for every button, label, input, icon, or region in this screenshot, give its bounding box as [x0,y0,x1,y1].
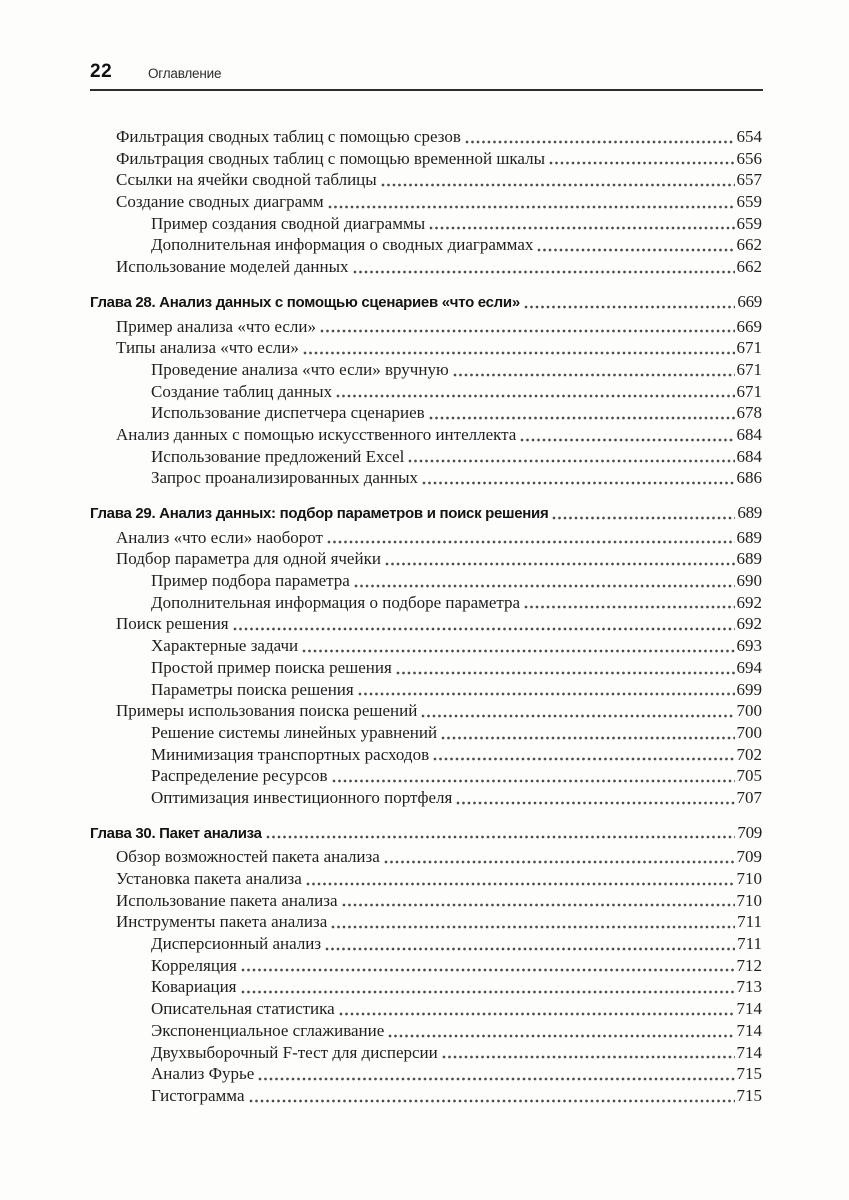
entry-title: Анализ Фурье [151,1064,255,1084]
page-number: 684 [736,424,762,444]
dotted-leader [388,1034,734,1038]
entry-title: Анализ «что если» наоборот [116,527,323,547]
toc-entry-row [90,337,762,359]
toc-entry-row [90,846,762,868]
dotted-leader [332,779,735,783]
page-number: 678 [736,403,762,423]
entry-title: Дополнительная информация о сводных диаграммах [151,235,534,255]
page-number: 662 [736,235,762,255]
toc-chapter-row [90,502,762,524]
toc-entry-row [90,381,762,403]
toc-entry-row [90,976,762,998]
page-number: 712 [736,955,762,975]
dotted-leader [465,140,735,144]
toc-entry-row [90,911,762,933]
entry-title: Примеры использования поиска решений [116,701,418,721]
toc-entry-row [90,787,762,809]
toc-entry-row [90,635,762,657]
toc-entry-row [90,424,762,446]
dotted-leader [325,947,735,951]
entry-title: Пример анализа «что если» [116,316,316,336]
entry-title: Поиск решения [116,614,229,634]
page-number: 710 [736,869,762,888]
page-number: 714 [736,1020,762,1040]
entry-title: Экспоненциальное сглаживание [151,1020,385,1040]
page-number: 710 [736,890,762,910]
toc-entry-row [90,126,762,148]
page-number: 669 [737,291,762,311]
toc-entry-row [90,446,762,468]
entry-title: Использование диспетчера сценариев [151,403,425,423]
toc-entry-row [90,234,762,256]
page-number: 689 [736,527,762,547]
entry-title: Обзор возможностей пакета анализа [116,847,380,867]
page-number: 705 [736,766,762,786]
dotted-leader [306,882,735,886]
running-title: Оглавление [148,66,222,81]
toc-entry-row [90,1020,762,1042]
entry-title: Описательная статистика [151,999,335,1019]
toc-entry-row [90,722,762,744]
entry-title: Пример создания сводной диаграммы [151,213,426,233]
entry-title: Глава 28. Анализ данных с помощью сценариев «что если» [90,293,520,311]
page-number: 699 [736,679,762,699]
page-number: 715 [736,1064,762,1084]
dotted-leader [396,671,735,675]
entry-title: Оптимизация инвестиционного портфеля [151,787,453,807]
entry-title: Минимизация транспортных расходов [151,744,430,764]
page-number: 714 [736,1042,762,1062]
page-number: 671 [736,338,762,358]
entry-title: Создание таблиц данных [151,381,333,401]
entry-title: Проведение анализа «что если» вручную [151,359,449,379]
page-number-header: 22 [90,61,113,82]
entry-title: Распределение ресурсов [151,766,328,786]
dotted-leader [302,649,734,653]
dotted-leader [408,459,734,463]
toc-entry-row [90,613,762,635]
dotted-leader [328,205,735,209]
dotted-leader [442,1055,735,1059]
dotted-leader [441,736,734,740]
page-number: 694 [736,657,762,677]
toc-chapter-row [90,291,762,313]
entry-title: Установка пакета анализа [116,869,302,888]
dotted-leader [241,990,735,994]
toc-entry-row [90,169,762,191]
page-number: 709 [736,847,762,867]
toc-entry-row [90,256,762,278]
dotted-leader [453,373,735,377]
toc-entry-row [90,933,762,955]
page-number: 671 [736,359,762,379]
entry-title: Дополнительная информация о подборе параметра [151,592,521,612]
entry-title: Использование моделей данных [116,257,349,277]
page-number: 713 [736,977,762,997]
dotted-leader [339,1012,735,1016]
entry-title: Простой пример поиска решения [151,657,392,677]
page-number: 714 [736,999,762,1019]
dotted-leader [385,562,735,566]
toc-entry-row [90,570,762,592]
toc-entry-row [90,657,762,679]
entry-title: Решение системы линейных уравнений [151,722,438,742]
page-number: 686 [736,468,762,488]
toc-entry-row [90,744,762,766]
page-number: 702 [736,744,762,764]
page-number: 671 [736,381,762,401]
entry-title: Ковариация [151,977,237,997]
entry-title: Дисперсионный анализ [151,934,322,954]
dotted-leader [549,161,734,165]
toc-entry-row [90,548,762,570]
toc-entry-row [90,700,762,722]
dotted-leader [354,584,735,588]
page-number: 659 [736,213,762,233]
dotted-leader [342,903,735,907]
page-number: 715 [736,1085,762,1105]
dotted-leader [552,516,735,520]
entry-title: Использование предложений Excel [151,446,405,466]
dotted-leader [266,835,736,839]
toc-entry-row [90,765,762,787]
dotted-leader [429,416,735,420]
dotted-leader [421,714,734,718]
page-number: 693 [736,636,762,656]
dotted-leader [331,925,735,929]
entry-title: Корреляция [151,955,237,975]
toc-chapter-row [90,822,762,844]
page-number: 662 [736,257,762,277]
toc-entry-row [90,998,762,1020]
toc-entry-row [90,890,762,912]
page-number: 669 [736,316,762,336]
dotted-leader [524,305,736,309]
page-number: 654 [736,127,762,146]
page-number: 700 [736,701,762,721]
page-number: 709 [737,822,762,842]
entry-title: Глава 29. Анализ данных: подбор параметров и поиск решения [90,505,549,522]
page-number: 711 [737,912,762,932]
toc-entry-row [90,679,762,701]
entry-title: Глава 30. Пакет анализа [90,824,262,842]
entry-title: Характерные задачи [151,636,299,656]
entry-title: Анализ данных с помощью искусственного интеллекта [116,424,517,444]
entry-title: Создание сводных диаграмм [116,192,324,212]
entry-title: Фильтрация сводных таблиц с помощью срезов [116,127,461,146]
toc-entry-row [90,1085,762,1107]
dotted-leader [433,757,734,761]
entry-title: Подбор параметра для одной ячейки [116,549,381,569]
dotted-leader [537,248,734,252]
dotted-leader [422,481,734,485]
dotted-leader [258,1077,734,1081]
entry-title: Запрос проанализированных данных [151,468,419,488]
page-number: 689 [736,549,762,569]
entry-title: Фильтрация сводных таблиц с помощью временной шкалы [116,148,546,168]
toc-entry-row [90,527,762,549]
dotted-leader [233,627,735,631]
dotted-leader [353,270,735,274]
toc-entry-row [90,316,762,338]
dotted-leader [384,860,735,864]
toc-entry-row [90,1042,762,1064]
page-number: 684 [736,446,762,466]
toc-entry-row [90,868,762,890]
dotted-leader [241,968,735,972]
entry-title: Инструменты пакета анализа [116,912,328,932]
page-number: 689 [737,503,762,522]
dotted-leader [381,183,735,187]
toc-entry-row [90,191,762,213]
toc-list [90,126,762,1107]
page-number: 659 [736,192,762,212]
dotted-leader [520,438,734,442]
toc-entry-row [90,359,762,381]
entry-title: Использование пакета анализа [116,890,338,910]
header-rule [90,89,763,91]
dotted-leader [327,540,735,544]
toc-entry-row [90,467,762,489]
toc-entry-row [90,148,762,170]
dotted-leader [429,226,734,230]
page-number: 711 [737,934,762,954]
page-number: 700 [736,722,762,742]
dotted-leader [303,351,735,355]
page-number: 692 [736,614,762,634]
entry-title: Типы анализа «что если» [116,338,299,358]
toc-entry-row [90,402,762,424]
entry-title: Параметры поиска решения [151,679,354,699]
dotted-leader [456,801,734,805]
entry-title: Гистограмма [151,1085,245,1105]
dotted-leader [320,329,735,333]
page-number: 707 [736,787,762,807]
page-number: 692 [736,592,762,612]
toc-entry-row [90,592,762,614]
toc-entry-row [90,955,762,977]
entry-title: Пример подбора параметра [151,571,350,591]
dotted-leader [336,394,734,398]
toc-entry-row [90,1063,762,1085]
entry-title: Двухвыборочный F-тест для дисперсии [151,1042,438,1062]
page-number: 690 [736,571,762,591]
entry-title: Ссылки на ячейки сводной таблицы [116,170,377,190]
dotted-leader [249,1099,735,1103]
page-number: 656 [736,148,762,168]
dotted-leader [524,605,734,609]
page-number: 657 [736,170,762,190]
dotted-leader [358,692,735,696]
toc-entry-row [90,213,762,235]
